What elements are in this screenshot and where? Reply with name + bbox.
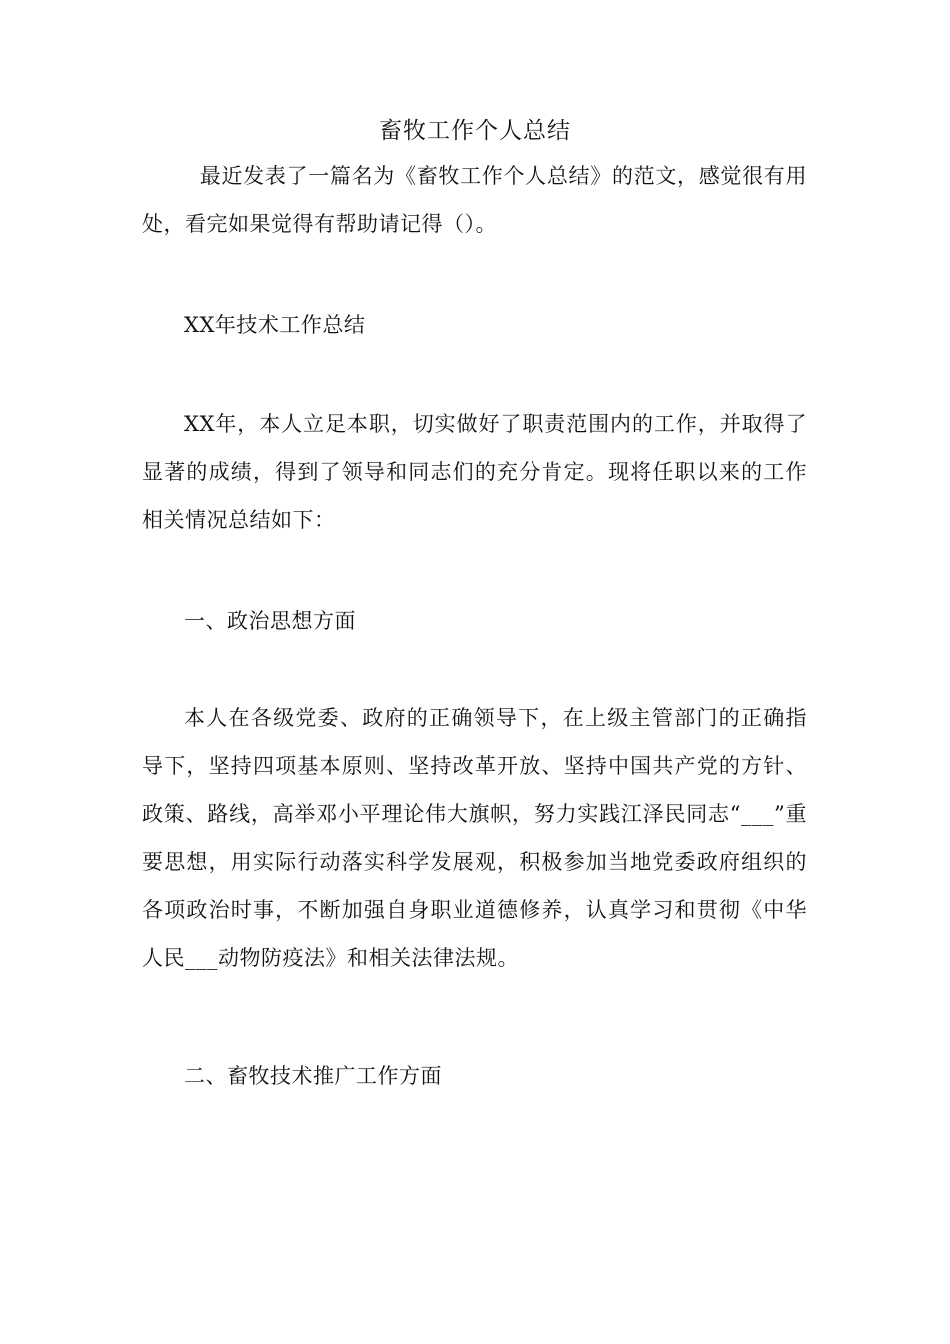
body-paragraph-political: 本人在各级党委、政府的正确领导下，在上级主管部门的正确指导下，坚持四项基本原则、坚持改革开放、坚持中国共产党的方针、政策、路线，高举邓小平理论伟大旗帜，努力实践江泽民同志“___”重要思想，用实际行动落实科学发展观，积极参加当地党委政府组织的各项政治时事，不断加强自身职业道德修养，认真学习和贯彻《中华人民___动物防疫法》和相关法律法规。 xyxy=(142,706,807,970)
section-heading-tech-summary: XX年技术工作总结 xyxy=(184,313,366,337)
body-paragraph-overview: XX年，本人立足本职，切实做好了职责范围内的工作，并取得了显著的成绩，得到了领导和同志们的充分肯定。现将任职以来的工作相关情况总结如下： xyxy=(142,412,807,532)
section-heading-political: 一、政治思想方面 xyxy=(184,609,356,633)
section-heading-extension: 二、畜牧技术推广工作方面 xyxy=(184,1064,442,1088)
document-title: 畜牧工作个人总结 xyxy=(379,118,571,144)
intro-paragraph: 最近发表了一篇名为《畜牧工作个人总结》的范文，感觉很有用处，看完如果觉得有帮助请记得（）。 xyxy=(142,164,807,236)
